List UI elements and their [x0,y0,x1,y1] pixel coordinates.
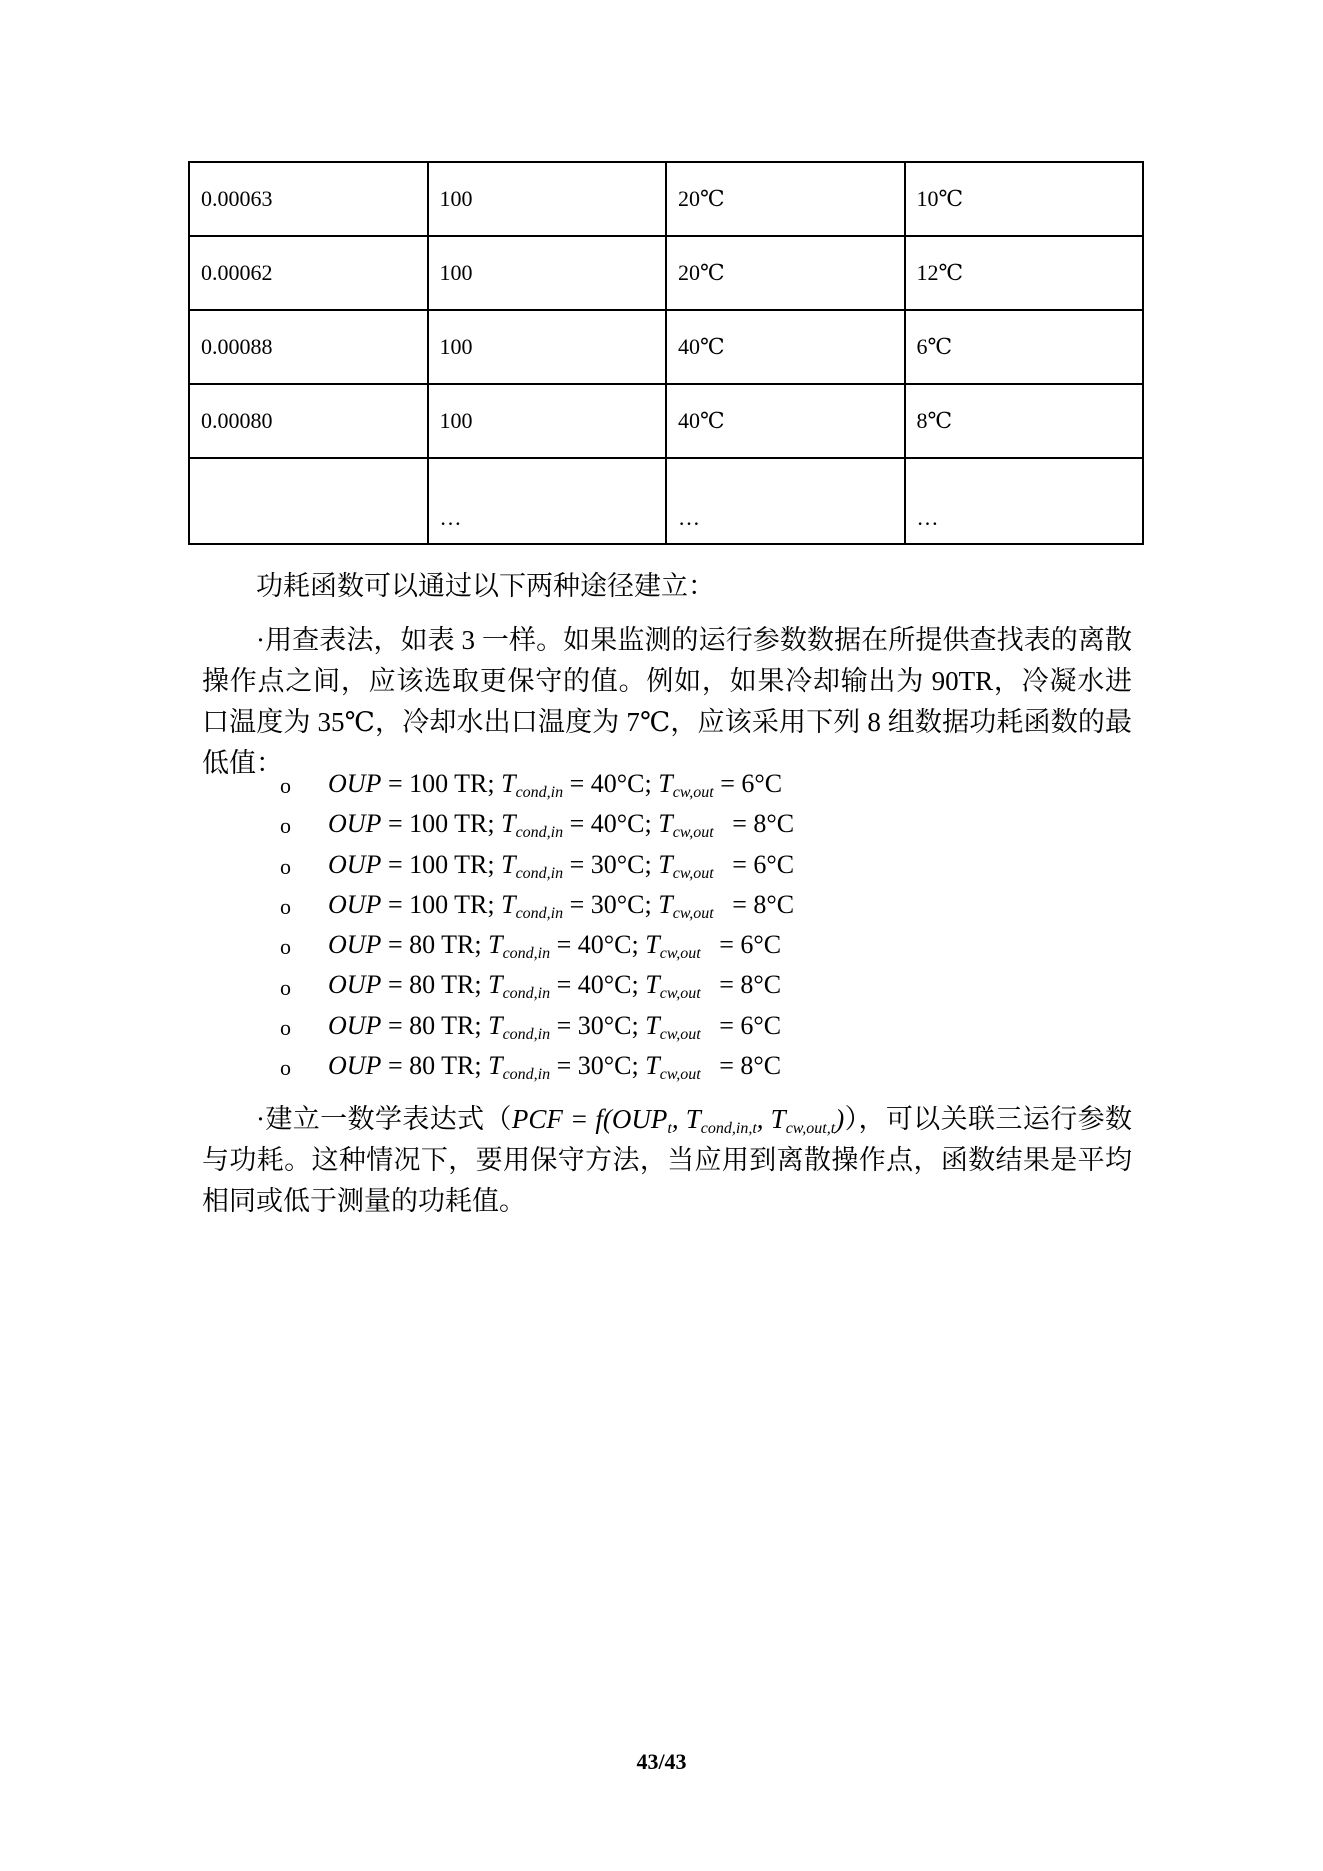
math-method-paragraph [202,1099,1132,1222]
t-label: T [501,849,516,879]
tcw-value: = 6°C [719,1010,782,1040]
list-item [280,804,794,844]
tcw-value: = 6°C [719,930,782,960]
table-cell: 6℃ [905,310,1144,384]
cw-out-subscript: cw,out [672,824,714,842]
power-function-table [188,161,1144,545]
bullet-marker: o [280,974,291,1000]
separator: ; [644,769,652,798]
cw-out-subscript: cw,out [672,784,714,801]
separator: ; [487,849,495,879]
t-label: T [488,970,503,1000]
bullet-marker: o [280,1014,291,1040]
tcond-value: = 30°C [569,889,645,919]
oup-label: OUP [328,849,382,879]
t-label: T [658,809,673,839]
oup-value: = 80 TR [387,970,475,1000]
formula-pcf: PCF [511,1104,563,1134]
list-item [280,764,794,804]
formula-oup: OUP [611,1104,668,1134]
table-cell: 100 [428,162,667,236]
bullet-marker: o [280,934,291,960]
cond-in-subscript: cond,in [515,824,564,842]
separator: ; [474,930,482,960]
oup-value: = 80 TR [387,1010,475,1040]
tcond-value: = 30°C [556,1010,632,1040]
t-label: T [645,1010,660,1040]
oup-label: OUP [328,889,382,919]
tcond-value: = 40°C [569,769,645,798]
t-label: T [645,1051,660,1081]
oup-label: OUP [328,809,382,839]
separator: ; [474,1010,482,1040]
tcond-value: = 40°C [556,930,632,960]
formula-sub-cond: cond,in,t [700,1120,757,1137]
separator: ; [631,930,639,960]
table-cell: 0.00088 [189,310,428,384]
table-cell: 0.00080 [189,384,428,458]
list-item [280,1046,794,1086]
tcond-value: = 40°C [569,809,645,839]
list-item [280,965,794,1005]
formula-t-cond: , T [671,1104,701,1134]
operating-points-list [280,764,794,1086]
table-row [189,162,1143,236]
separator: ; [487,769,495,798]
table-cell: 10℃ [905,162,1144,236]
formula-close: ) [835,1104,845,1134]
cond-in-subscript: cond,in [502,945,551,963]
cw-out-subscript: cw,out [659,1025,701,1043]
t-label: T [501,769,516,798]
intro-paragraph: 功耗函数可以通过以下两种途径建立： [256,571,715,601]
oup-label: OUP [328,970,382,1000]
table-cell: … [428,458,667,544]
tcw-value: = 8°C [719,1051,782,1081]
page-number: 43/43 [636,1749,687,1774]
t-label: T [488,930,503,960]
oup-label: OUP [328,769,382,798]
tcond-value: = 40°C [556,970,632,1000]
cond-in-subscript: cond,in [502,1025,551,1043]
separator: ; [474,970,482,1000]
table-cell: 20℃ [666,162,905,236]
list-item [280,1006,794,1046]
t-label: T [645,970,660,1000]
t-label: T [501,809,516,839]
tcond-value: = 30°C [569,849,645,879]
table-cell: 0.00063 [189,162,428,236]
lookup-method-paragraph: ·用查表法，如表 3 一样。如果监测的运行参数数据在所提供查找表的离散操作点之间，应该选取更保守的值。例如，如果冷却输出为 90TR，冷凝水进口温度为 35℃，冷却水出口温度为 7℃，应该采用下列 8 组数据功耗函数的最低值： [202,625,1132,778]
separator: ; [644,809,652,839]
table-cell: 100 [428,384,667,458]
cond-in-subscript: cond,in [502,1066,551,1084]
tcw-value: = 6°C [720,769,783,798]
math-method-prefix: ·建立一数学表达式（ [256,1104,512,1134]
table-cell: 20℃ [666,236,905,310]
t-label: T [488,1010,503,1040]
separator: ; [644,849,652,879]
table-cell: 12℃ [905,236,1144,310]
tcw-value: = 8°C [719,970,782,1000]
separator: ; [474,1051,482,1081]
formula-eq-f: = f( [562,1104,612,1134]
list-item [280,885,794,925]
cw-out-subscript: cw,out [659,985,701,1003]
tcw-value: = 6°C [732,849,795,879]
oup-value: = 100 TR [387,769,488,798]
cw-out-subscript: cw,out [672,904,714,922]
table-cell [189,458,428,544]
formula-t-cw: , T [756,1104,786,1134]
formula-sub-cw: cw,out,t [785,1120,836,1137]
table-row [189,458,1143,544]
bullet-marker: o [280,773,291,799]
cond-in-subscript: cond,in [515,864,564,882]
oup-label: OUP [328,1051,382,1081]
t-label: T [658,769,673,798]
separator: ; [487,809,495,839]
oup-value: = 100 TR [387,809,488,839]
tcond-value: = 30°C [556,1051,632,1081]
separator: ; [631,1051,639,1081]
table-cell: 0.00062 [189,236,428,310]
table-cell: 100 [428,236,667,310]
t-label: T [488,1051,503,1081]
oup-label: OUP [328,930,382,960]
table-cell: 100 [428,310,667,384]
table-cell: 8℃ [905,384,1144,458]
t-label: T [658,849,673,879]
table-cell: … [666,458,905,544]
oup-value: = 100 TR [387,889,488,919]
table-row [189,384,1143,458]
list-item [280,845,794,885]
t-label: T [501,889,516,919]
oup-value: = 100 TR [387,849,488,879]
cw-out-subscript: cw,out [659,945,701,963]
table-row [189,310,1143,384]
table-row [189,236,1143,310]
table-cell: 40℃ [666,384,905,458]
math-method-suffix: ），可以关联三运行参数与功耗。这种情况下，要用保守方法，当应用到离散操作点，函数结果是平均相同或低于测量的功耗值。 [202,1104,1132,1216]
t-label: T [658,889,673,919]
table-cell: … [905,458,1144,544]
tcw-value: = 8°C [732,809,795,839]
bullet-marker: o [280,813,291,839]
cond-in-subscript: cond,in [515,784,564,801]
bullet-marker: o [280,853,291,879]
separator: ; [631,1010,639,1040]
t-label: T [645,930,660,960]
separator: ; [487,889,495,919]
bullet-marker: o [280,893,291,919]
table-cell: 40℃ [666,310,905,384]
cw-out-subscript: cw,out [672,864,714,882]
formula-sub-t: t [667,1120,672,1137]
oup-label: OUP [328,1010,382,1040]
separator: ; [631,970,639,1000]
cond-in-subscript: cond,in [515,904,564,922]
tcw-value: = 8°C [732,889,795,919]
oup-value: = 80 TR [387,1051,475,1081]
cond-in-subscript: cond,in [502,985,551,1003]
oup-value: = 80 TR [387,930,475,960]
bullet-marker: o [280,1055,291,1081]
list-item [280,925,794,965]
cw-out-subscript: cw,out [659,1066,701,1084]
separator: ; [644,889,652,919]
